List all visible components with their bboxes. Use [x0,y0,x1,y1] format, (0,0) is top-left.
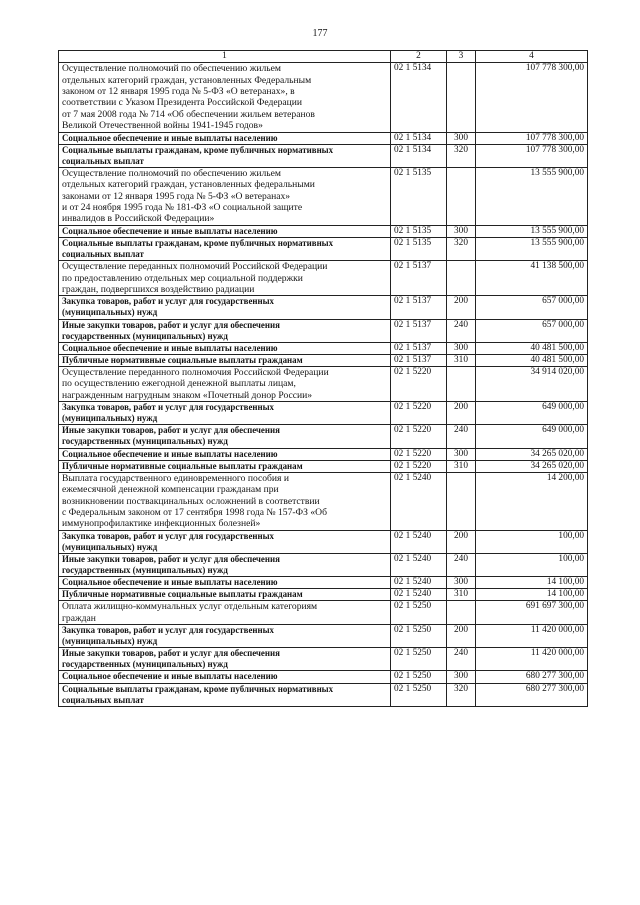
table-row [59,553,588,576]
row-amount: 34 914 020,00 [476,366,588,401]
description-line: Осуществление полномочий по обеспечению жильем [62,63,281,75]
row-expense-type: 200 [447,530,476,553]
description-line: Публичные нормативные социальные выплаты гражданам [62,354,303,365]
row-description [59,132,391,144]
row-description [59,553,391,576]
row-description [59,648,391,671]
description-line: государственных (муниципальных) нужд [62,330,228,341]
description-line: Иные закупки товаров, работ и услуг для обеспечения [62,648,280,659]
row-description [59,261,391,296]
row-description [59,425,391,448]
table-row [59,589,588,601]
row-expense-type: 240 [447,553,476,576]
description-line: отдельных категорий граждан, установленных федеральными [62,179,315,191]
description-line: социальных выплат [62,694,144,705]
description-line: отдельных категорий граждан, установленных Федеральным [62,74,312,86]
description-line: законом от 12 января 1995 года № 5-ФЗ «О ветеранах», в [62,85,295,97]
description-line: по предоставлению отдельных мер социальной поддержки [62,272,303,284]
row-code: 02 1 5250 [391,648,447,671]
description-line: Закупка товаров, работ и услуг для государственных [62,625,274,636]
description-line: ежемесячной денежной компенсации гражданам при [62,484,279,496]
row-description [59,671,391,683]
table-row [59,683,588,706]
row-code: 02 1 5134 [391,132,447,144]
row-expense-type [447,366,476,401]
description-line: Закупка товаров, работ и услуг для государственных [62,296,274,307]
row-amount: 13 555 900,00 [476,225,588,237]
row-code: 02 1 5240 [391,577,447,589]
row-description [59,63,391,132]
row-description [59,296,391,319]
row-amount: 34 265 020,00 [476,448,588,460]
row-amount: 100,00 [476,530,588,553]
row-expense-type: 310 [447,354,476,366]
row-code: 02 1 5250 [391,671,447,683]
description-line: Осуществление полномочий по обеспечению жильем [62,167,281,179]
description-line: Социальные выплаты гражданам, кроме публичных нормативных [62,144,334,155]
row-amount: 14 100,00 [476,577,588,589]
table-row [59,472,588,530]
row-description [59,472,391,530]
page-number: 177 [312,28,328,39]
row-expense-type: 320 [447,144,476,167]
row-description [59,366,391,401]
table-row [59,237,588,260]
table-row [59,448,588,460]
description-line: Публичные нормативные социальные выплаты гражданам [62,589,303,600]
row-expense-type [447,63,476,132]
description-line: Социальное обеспечение и иные выплаты населению [62,225,278,236]
row-code: 02 1 5240 [391,553,447,576]
table-row [59,342,588,354]
description-line: соответствии с Указом Президента Российской Федерации [62,97,303,109]
row-amount: 14 100,00 [476,589,588,601]
row-code: 02 1 5250 [391,683,447,706]
row-description [59,577,391,589]
column-header-1: 1 [59,51,391,63]
row-expense-type [447,167,476,225]
row-expense-type: 300 [447,132,476,144]
row-amount: 34 265 020,00 [476,460,588,472]
row-amount: 40 481 500,00 [476,354,588,366]
row-description [59,589,391,601]
row-description [59,625,391,648]
table-row [59,225,588,237]
row-description [59,601,391,625]
row-amount: 107 778 300,00 [476,132,588,144]
table-row [59,167,588,225]
description-line: социальных выплат [62,155,144,166]
row-code: 02 1 5250 [391,601,447,625]
row-code: 02 1 5137 [391,354,447,366]
description-line: Социальные выплаты гражданам, кроме публичных нормативных [62,683,334,694]
description-line: по осуществлению ежегодной денежной выплаты лицам, [62,378,296,390]
row-description [59,144,391,167]
table-row [59,425,588,448]
description-line: граждан [62,612,96,624]
row-expense-type [447,472,476,530]
row-amount: 657 000,00 [476,319,588,342]
description-line: Великой Отечественной войны 1941-1945 годов» [62,120,263,132]
description-line: Осуществление переданных полномочий Российской Федерации [62,261,328,273]
description-line: государственных (муниципальных) нужд [62,565,228,575]
row-amount: 680 277 300,00 [476,683,588,706]
description-line: Иные закупки товаров, работ и услуг для обеспечения [62,553,280,564]
table-row [59,144,588,167]
table-row [59,460,588,472]
table-header-row [59,51,588,63]
row-code: 02 1 5220 [391,448,447,460]
table-row [59,530,588,553]
row-code: 02 1 5137 [391,296,447,319]
description-line: Иные закупки товаров, работ и услуг для обеспечения [62,425,280,436]
description-line: социальных выплат [62,249,144,260]
row-code: 02 1 5240 [391,530,447,553]
row-code: 02 1 5240 [391,472,447,530]
row-amount: 13 555 900,00 [476,167,588,225]
description-line: с Федеральным законом от 17 сентября 1998 года № 157-ФЗ «Об [62,506,327,518]
row-amount: 107 778 300,00 [476,144,588,167]
description-line: (муниципальных) нужд [62,636,158,647]
table-row [59,296,588,319]
table-row [59,63,588,132]
row-expense-type: 310 [447,589,476,601]
description-line: Социальное обеспечение и иные выплаты населению [62,342,278,353]
row-amount: 14 200,00 [476,472,588,530]
row-description [59,225,391,237]
row-amount: 11 420 000,00 [476,625,588,648]
row-code: 02 1 5135 [391,167,447,225]
table-row [59,132,588,144]
row-amount: 107 778 300,00 [476,63,588,132]
description-line: Осуществление переданного полномочия Российской Федерации [62,366,329,378]
description-line: граждан, подвергшихся воздействию радиации [62,283,255,295]
row-description [59,530,391,553]
row-expense-type: 320 [447,683,476,706]
row-code: 02 1 5137 [391,342,447,354]
row-code: 02 1 5135 [391,225,447,237]
table-row [59,354,588,366]
description-line: награжденным нагрудным знаком «Почетный донор России» [62,389,313,401]
description-line: Закупка товаров, работ и услуг для государственных [62,530,274,541]
table-body [59,63,588,707]
row-amount: 41 138 500,00 [476,261,588,296]
row-expense-type: 320 [447,237,476,260]
description-line: Социальное обеспечение и иные выплаты населению [62,132,278,143]
table-row [59,601,588,625]
description-line: законами от 12 января 1995 года № 5-ФЗ «О ветеранах» [62,190,291,202]
row-description [59,448,391,460]
row-expense-type [447,261,476,296]
column-header-2: 2 [391,51,447,63]
row-code: 02 1 5220 [391,425,447,448]
row-code: 02 1 5220 [391,402,447,425]
description-line: Социальное обеспечение и иные выплаты населению [62,448,278,459]
row-code: 02 1 5240 [391,589,447,601]
row-code: 02 1 5220 [391,366,447,401]
column-header-3: 3 [447,51,476,63]
row-code: 02 1 5137 [391,319,447,342]
row-expense-type: 300 [447,342,476,354]
row-expense-type: 300 [447,225,476,237]
row-expense-type: 240 [447,648,476,671]
table-row [59,577,588,589]
row-amount: 649 000,00 [476,425,588,448]
row-code: 02 1 5220 [391,460,447,472]
description-line: (муниципальных) нужд [62,307,158,318]
row-code: 02 1 5135 [391,237,447,260]
table-row [59,261,588,296]
table-row [59,671,588,683]
description-line: Иные закупки товаров, работ и услуг для обеспечения [62,319,280,330]
row-code: 02 1 5137 [391,261,447,296]
row-amount: 649 000,00 [476,402,588,425]
row-description [59,354,391,366]
description-line: государственных (муниципальных) нужд [62,436,228,447]
column-header-4: 4 [476,51,588,63]
table-row [59,625,588,648]
description-line: Оплата жилищно-коммунальных услуг отдельным категориям [62,601,318,613]
row-expense-type: 300 [447,671,476,683]
row-expense-type: 300 [447,577,476,589]
table-row [59,648,588,671]
row-description [59,402,391,425]
row-amount: 680 277 300,00 [476,671,588,683]
description-line: Социальные выплаты гражданам, кроме публичных нормативных [62,237,334,248]
description-line: Социальное обеспечение и иные выплаты населению [62,577,278,588]
row-description [59,460,391,472]
row-description [59,237,391,260]
description-line: Выплата государственного единовременного пособия и [62,472,290,484]
row-expense-type: 200 [447,296,476,319]
row-amount: 657 000,00 [476,296,588,319]
row-code: 02 1 5134 [391,63,447,132]
row-code: 02 1 5250 [391,625,447,648]
description-line: (муниципальных) нужд [62,541,158,552]
row-description [59,167,391,225]
description-line: государственных (муниципальных) нужд [62,659,228,670]
table-row [59,366,588,401]
row-amount: 691 697 300,00 [476,601,588,625]
row-expense-type: 240 [447,425,476,448]
row-code: 02 1 5134 [391,144,447,167]
row-expense-type: 200 [447,625,476,648]
description-line: и от 24 ноября 1995 года № 181-ФЗ «О социальной защите [62,202,303,214]
row-amount: 13 555 900,00 [476,237,588,260]
description-line: Публичные нормативные социальные выплаты гражданам [62,460,303,471]
budget-table [58,50,588,707]
row-expense-type: 240 [447,319,476,342]
row-amount: 40 481 500,00 [476,342,588,354]
description-line: иммунопрофилактике инфекционных болезней» [62,518,261,530]
row-expense-type: 310 [447,460,476,472]
description-line: Закупка товаров, работ и услуг для государственных [62,402,274,413]
row-expense-type: 200 [447,402,476,425]
row-description [59,319,391,342]
description-line: Социальное обеспечение и иные выплаты населению [62,671,278,682]
description-line: от 7 мая 2008 года № 714 «Об обеспечении жильем ветеранов [62,108,315,120]
row-description [59,342,391,354]
row-description [59,683,391,706]
table-row [59,402,588,425]
row-amount: 100,00 [476,553,588,576]
table-row [59,319,588,342]
description-line: возникновении поствакцинальных осложнений в соответствии [62,495,320,507]
row-amount: 11 420 000,00 [476,648,588,671]
row-expense-type [447,601,476,625]
row-expense-type: 300 [447,448,476,460]
description-line: (муниципальных) нужд [62,413,158,424]
description-line: инвалидов в Российской Федерации» [62,213,215,225]
